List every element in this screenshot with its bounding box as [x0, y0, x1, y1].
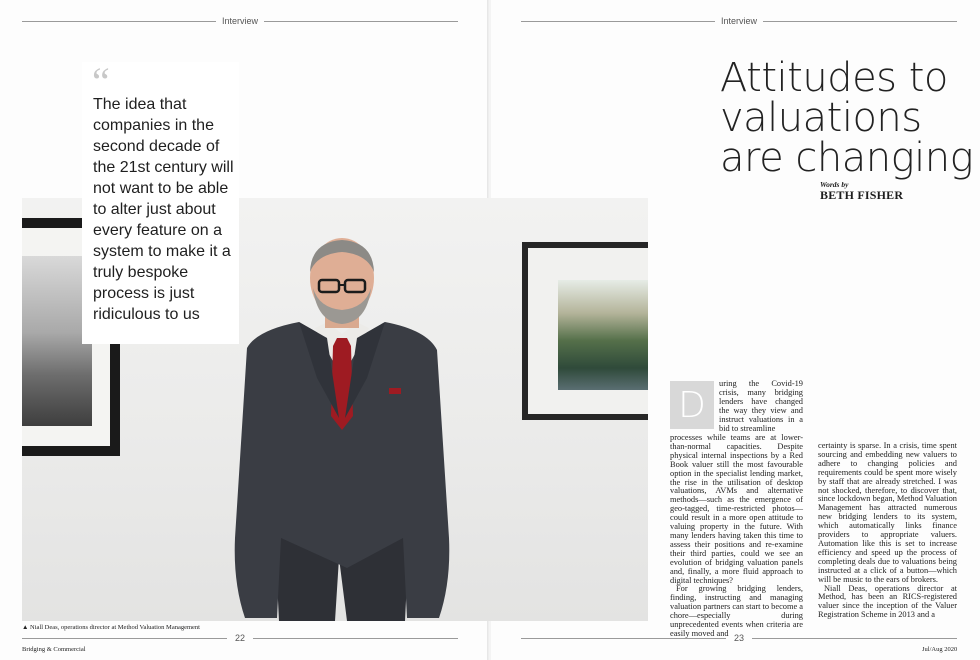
paragraph: processes while teams are at lower-than-normal capacities. Despite physical internal inspections by a Red Book valuer still the most favourable option in the specialist lending market, the rise in the utilisation of desktop valuations, AVMs and alternative methods—such as the emergence of geo-tagged, time-restricted photos—could result in a more open attitude to valuing property in the future. With many lenders having taken this time to assess their positions and re-examine their third parties, could we see an evolution of bridging valuation panels and, finally, a more fluid approach to digital techniques? — [670, 433, 803, 585]
article-intro: uring the Covid-19 crisis, many bridging lenders have changed the way they view and instruct valuations in a bid to streamline — [719, 379, 803, 433]
frame-mat — [528, 248, 648, 414]
byline-label: Words by — [820, 180, 849, 189]
page-number: 23 — [734, 633, 745, 643]
paragraph: certainty is sparse. In a crisis, time spent sourcing and embedding new valuers to adhere to changing policies and requirements could be spent more wisely by staff that are already stretched. I was not shocked, therefore, to discover that, since lockdown began, Method Valuation Management has attracted numerous new bridging lenders to its system, which automatically links finance providers to appropriate valuers. Automation like this is set to increase efficiency and speed up the process of completing deals due to valuations being instructed at a click of a button—which will be music to the ears of brokers. — [818, 441, 957, 584]
header-rule — [763, 21, 957, 22]
wall-frame-right — [522, 242, 648, 420]
header-rule — [264, 21, 458, 22]
footer-left — [22, 631, 458, 645]
header-rule — [22, 21, 216, 22]
publication-name: Bridging & Commercial — [22, 646, 86, 653]
section-header-right — [521, 14, 957, 28]
drop-cap: D — [670, 381, 714, 429]
man-in-suit-figure — [227, 238, 457, 621]
castle-photograph — [558, 280, 648, 390]
photo-caption: ▲ Niall Deas, operations director at Method Valuation Management — [22, 624, 200, 631]
section-label: Interview — [721, 16, 758, 26]
headline-line: valuations — [720, 95, 922, 141]
issue-date: Jul/Aug 2020 — [922, 646, 958, 653]
header-rule — [521, 21, 715, 22]
byline-author: BETH FISHER — [820, 188, 904, 202]
footer-rule — [253, 638, 458, 639]
footer-rule — [22, 638, 227, 639]
paragraph: For growing bridging lenders, finding, instructing and managing valuation partners can start to become a chore—especially during unprecedented events when criteria are easily moved and — [670, 584, 804, 638]
section-label: Interview — [222, 16, 259, 26]
article-column-2 — [818, 442, 957, 620]
headline-line: are changing — [720, 135, 974, 181]
page-number: 22 — [235, 633, 246, 643]
article-headline — [720, 55, 974, 181]
quote-mark-icon: “ — [92, 59, 110, 104]
paragraph: Niall Deas, operations director at Method, has been an RICS-registered valuer since the inception of the Valuer Registration Scheme in 2013 and a — [818, 583, 957, 620]
pull-quote-text: The idea that companies in the second decade of the 21st century will not want to be able to alter just about every feature on a system to make it a truly bespoke process is just ridiculous to us — [93, 96, 234, 323]
headline-line: Attitudes to — [720, 55, 948, 101]
section-header-left — [22, 14, 458, 28]
article-column-1 — [670, 434, 803, 639]
